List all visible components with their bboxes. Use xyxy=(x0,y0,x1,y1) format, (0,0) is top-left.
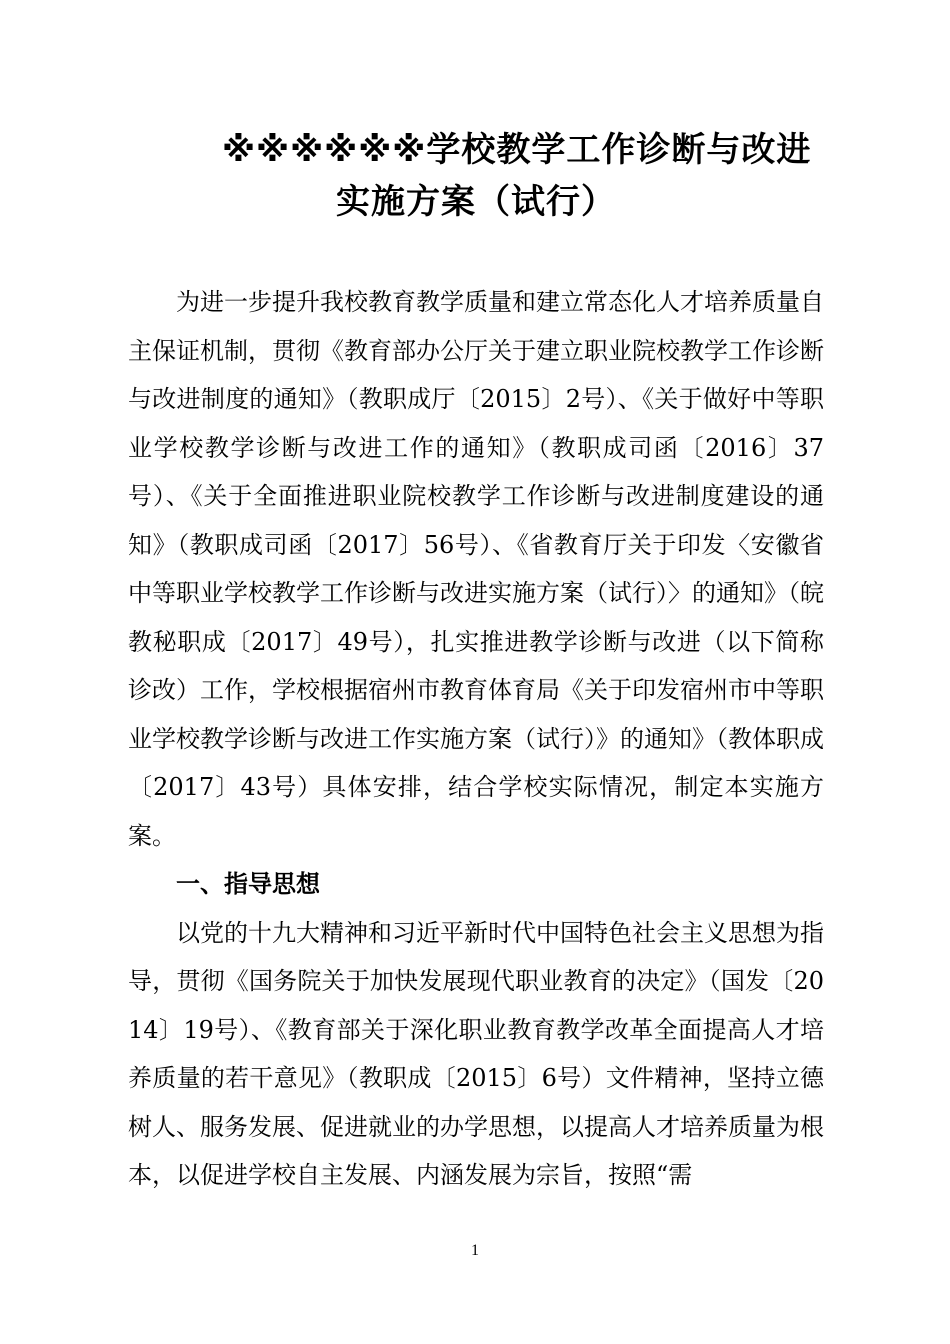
document-title-line-2: 实施方案（试行） xyxy=(336,182,616,222)
guiding-ideology-paragraph: 以党的十九大精神和习近平新时代中国特色社会主义思想为指导，贯彻《国务院关于加快发展现代职业教育的决定》（国发〔2014〕19号）、《教育部关于深化职业教育教学改革全面提高人才培养质量的若干意见》（教职成〔2015〕6号）文件精神，坚持立德树人、服务发展、促进就业的办学思想，以提高人才培养质量为根本，以促进学校自主发展、内涵发展为宗旨，按照“需 xyxy=(128,918,824,1189)
intro-paragraph: 为进一步提升我校教育教学质量和建立常态化人才培养质量自主保证机制，贯彻《教育部办公厅关于建立职业院校教学工作诊断与改进制度的通知》（教职成厅〔2015〕2号）、《关于做好中等职业学校教学诊断与改进工作的通知》（教职成司函〔2016〕37号）、《关于全面推进职业院校教学工作诊断与改进制度建设的通知》（教职成司函〔2017〕56号）、《省教育厅关于印发〈安徽省中等职业学校教学工作诊断与改进实施方案（试行）〉的通知》（皖教秘职成〔2017〕49号），扎实推进教学诊断与改进（以下简称诊改）工作，学校根据宿州市教育体育局《关于印发宿州市中等职业学校教学诊断与改进工作实施方案（试行）》的通知》（教体职成〔2017〕43号）具体安排，结合学校实际情况，制定本实施方案。 xyxy=(128,288,824,850)
document-body xyxy=(128,278,824,1200)
document-title-line-1: ※※※※※※学校教学工作诊断与改进 xyxy=(222,130,812,170)
section-heading-guiding-ideology: 一、指导思想 xyxy=(176,870,320,898)
page-number: 1 xyxy=(471,1242,479,1259)
